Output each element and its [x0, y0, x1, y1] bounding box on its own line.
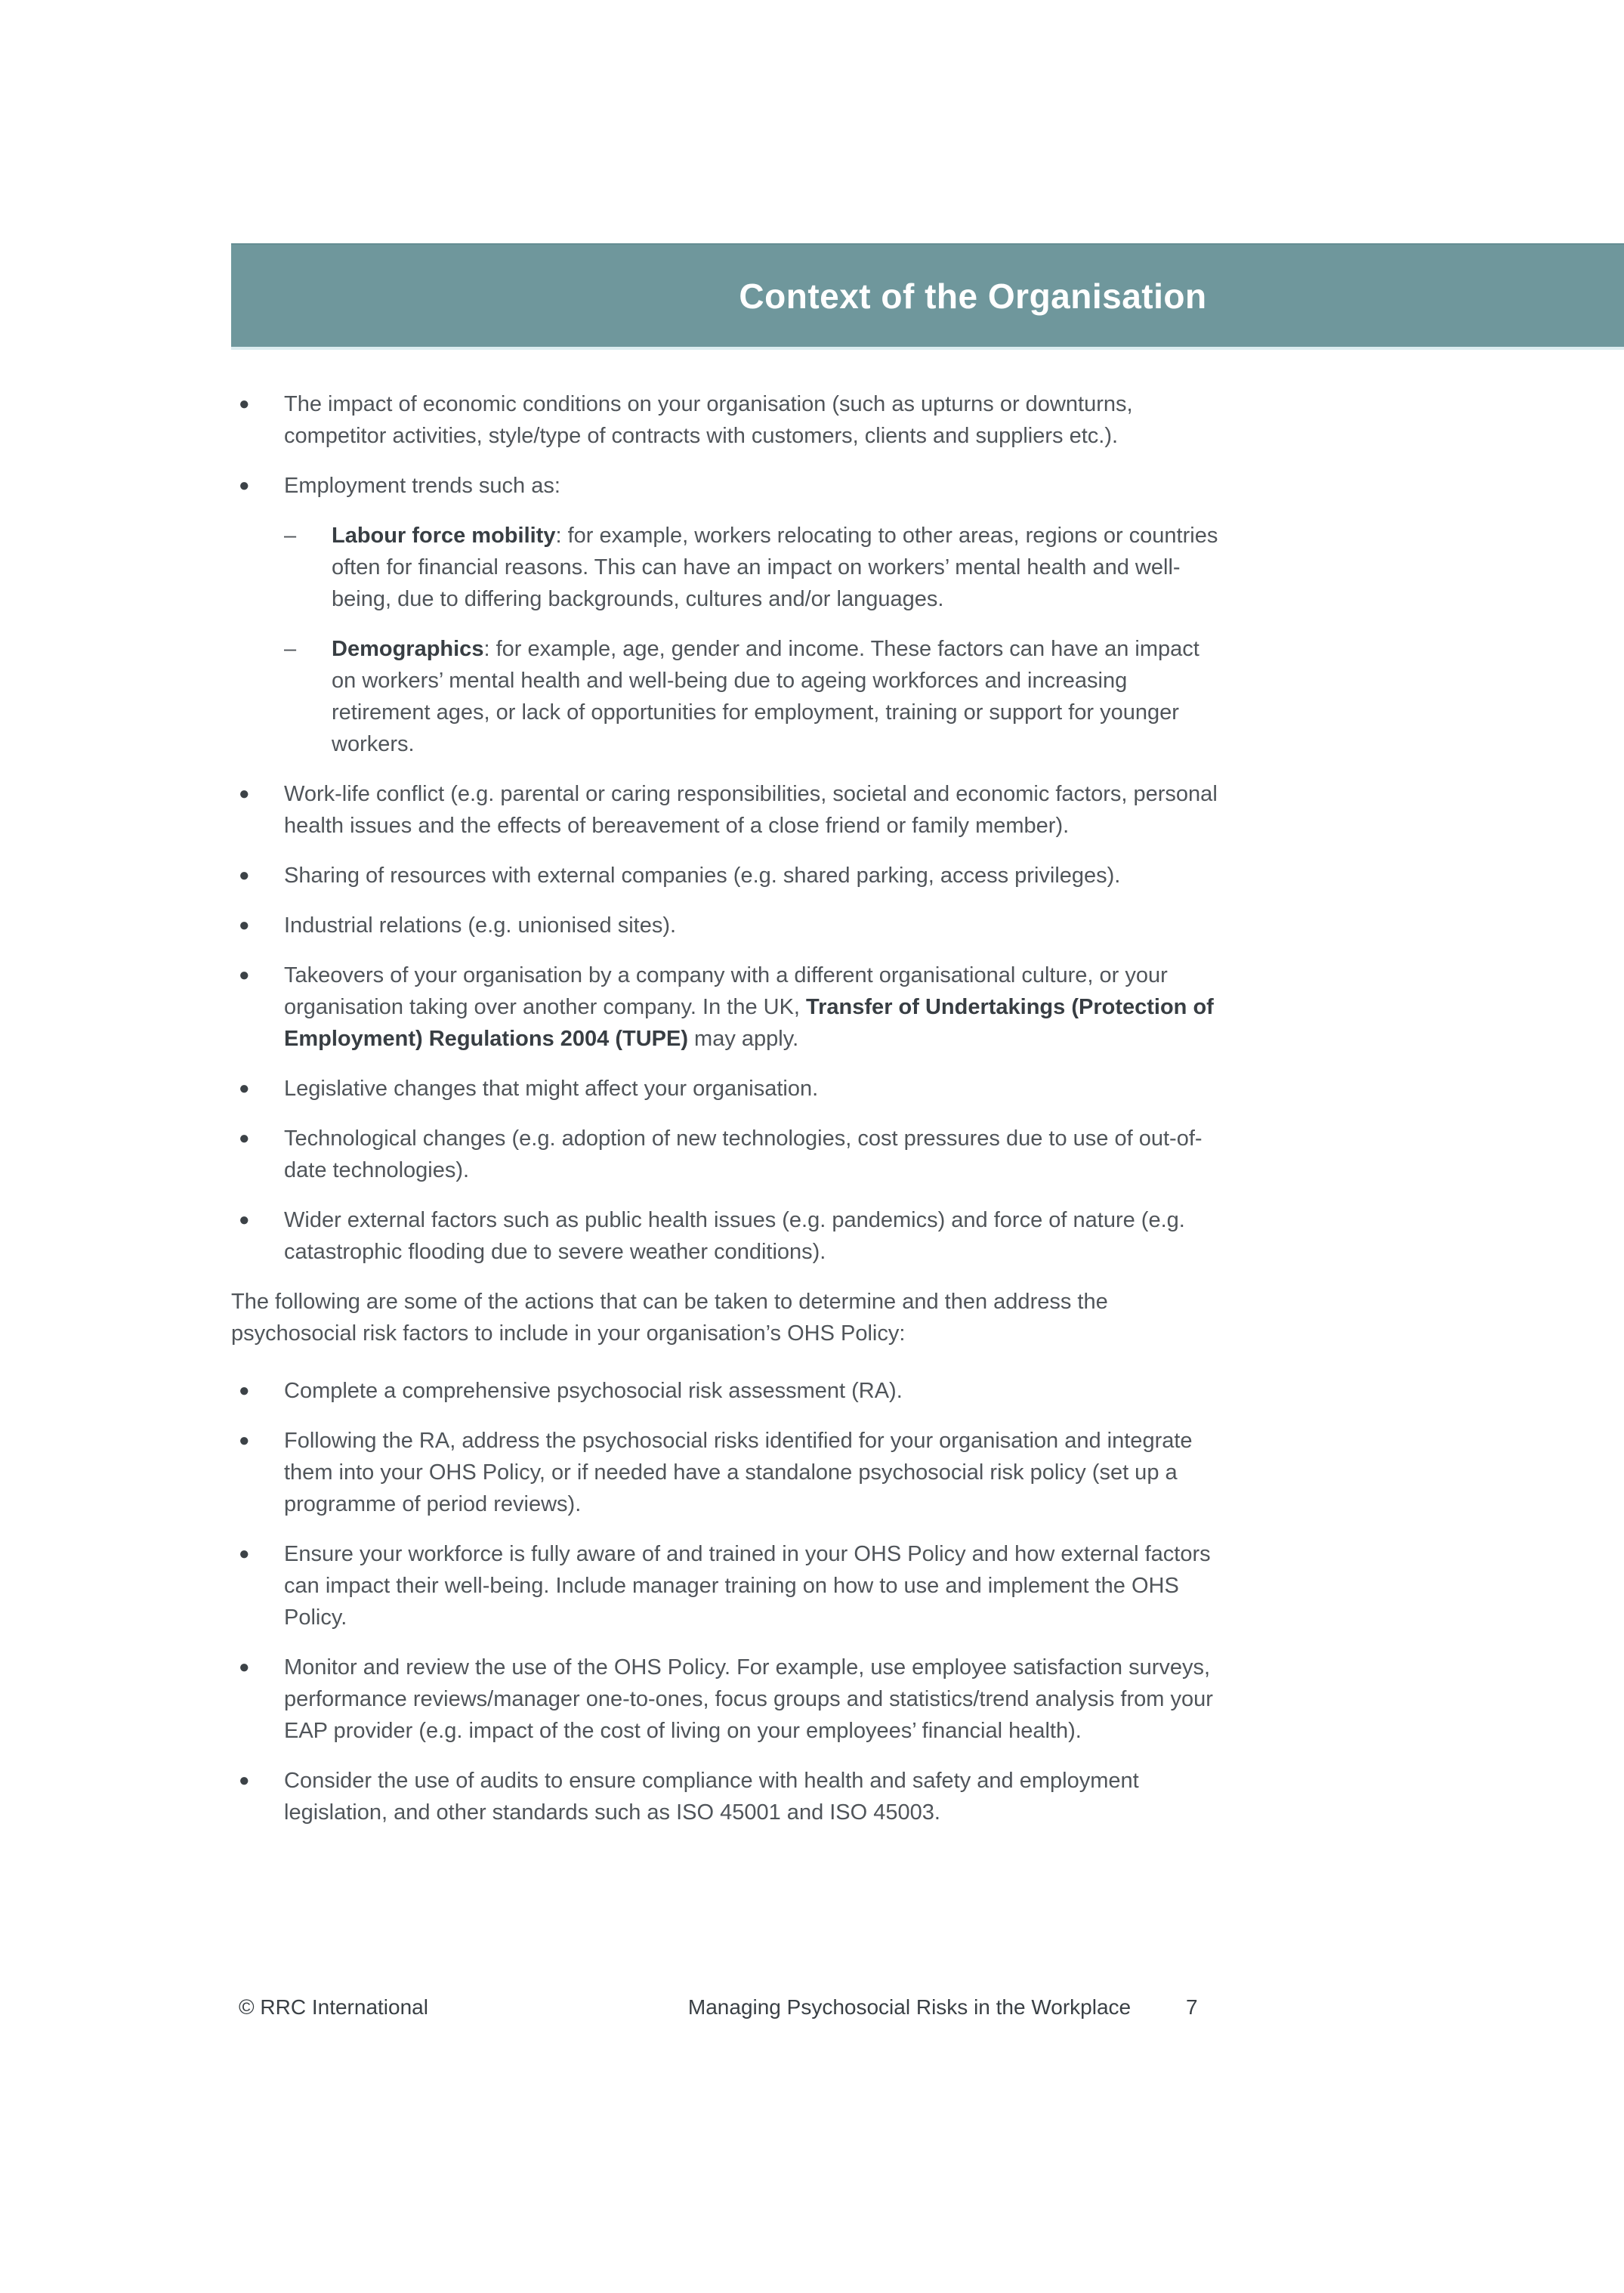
- list-item: [231, 1765, 1236, 1828]
- list-item: [231, 1073, 1236, 1105]
- list-item: [231, 960, 1236, 1055]
- sub-item-body: : for example, workers relocating to other areas, regions or countries often for financial reasons. This can have an impact on workers’ mental health and well-being, due to differing backgrounds, cultures and/or languages.: [332, 524, 1218, 611]
- list-item-body: Consider the use of audits to ensure compliance with health and safety and employment legislation, and other standards such as ISO 45001 and ISO 45003.: [284, 1769, 1139, 1825]
- tupe-regulation-name: Transfer of Undertakings (Protection of Employment) Regulations 2004 (TUPE): [284, 995, 1214, 1051]
- sub-list-item-text: [332, 520, 1221, 615]
- sub-list-item-text: [332, 633, 1221, 760]
- list-item: [231, 860, 1236, 892]
- bullet-icon: ●: [239, 475, 250, 496]
- page-footer: [0, 1995, 1624, 2026]
- sub-item-term: Labour force mobility: [332, 524, 556, 548]
- list-item-text: [284, 910, 1221, 941]
- section-header-banner: [231, 243, 1624, 350]
- list-item-body: Industrial relations (e.g. unionised sites).: [284, 913, 677, 938]
- bullet-icon: ●: [239, 1210, 250, 1230]
- footer-document-title: Managing Psychosocial Risks in the Workplace: [687, 1995, 1132, 2019]
- bullet-list-actions: [231, 1375, 1236, 1828]
- list-item-body: Ensure your workforce is fully aware of and trained in your OHS Policy and how external factors can impact their well-being. Include manager training on how to use and implement the OHS Policy.: [284, 1542, 1211, 1630]
- page-content: [231, 388, 1236, 1846]
- list-item-body: Legislative changes that might affect your organisation.: [284, 1077, 819, 1101]
- list-item-text: [284, 1123, 1221, 1186]
- list-item-text: [284, 388, 1221, 452]
- bullet-icon: ●: [239, 1128, 250, 1148]
- list-item: [231, 470, 1236, 502]
- list-item: [231, 1123, 1236, 1186]
- list-item-text: [284, 1538, 1221, 1633]
- bullet-icon: ●: [239, 915, 250, 935]
- list-item: [231, 778, 1236, 842]
- bullet-icon: ●: [239, 965, 250, 985]
- page-title: Context of the Organisation: [739, 276, 1207, 316]
- list-item-text: [284, 1765, 1221, 1828]
- bullet-icon: ●: [239, 1770, 250, 1791]
- list-item-body: Employment trends such as:: [284, 474, 560, 498]
- list-item-body: Complete a comprehensive psychosocial risk assessment (RA).: [284, 1379, 903, 1403]
- bullet-icon: ●: [239, 1657, 250, 1677]
- list-item-body: Wider external factors such as public health issues (e.g. pandemics) and force of nature (e.g. catastrophic flooding due to severe weather conditions).: [284, 1208, 1185, 1264]
- list-item: [231, 910, 1236, 941]
- list-item-text: [284, 1425, 1221, 1520]
- sub-item-body: : for example, age, gender and income. These factors can have an impact on workers’ mental health and well-being due to ageing workforces and increasing retirement ages, or lack of opportunities for employment, training or support for younger workers.: [332, 637, 1199, 756]
- dash-icon: –: [284, 637, 297, 661]
- list-item-text: [284, 778, 1221, 842]
- list-item-body: Work-life conflict (e.g. parental or caring responsibilities, societal and economic factors, personal health issues and the effects of bereavement of a close friend or family member).: [284, 782, 1218, 838]
- bullet-icon: ●: [239, 1078, 250, 1099]
- list-item-body: Sharing of resources with external companies (e.g. shared parking, access privileges).: [284, 864, 1121, 888]
- bullet-icon: ●: [239, 865, 250, 885]
- sub-list-item: [284, 520, 1236, 615]
- list-item: [231, 1425, 1236, 1520]
- bullet-icon: ●: [239, 1544, 250, 1564]
- footer-copyright: © RRC International: [239, 1995, 428, 2019]
- footer-page-number: 7: [1186, 1995, 1198, 2019]
- sub-list-item: [284, 633, 1236, 760]
- bullet-icon: ●: [239, 394, 250, 414]
- actions-intro-paragraph: The following are some of the actions that can be taken to determine and then address the psychosocial risk factors to include in your organisation’s OHS Policy:: [231, 1290, 1108, 1346]
- list-item-text: [284, 1073, 1221, 1105]
- list-item-body: may apply.: [688, 1027, 799, 1051]
- list-item: [231, 1652, 1236, 1747]
- list-item-text: [284, 1204, 1221, 1268]
- bullet-list-external-factors: [231, 388, 1236, 1268]
- list-item-text: [284, 470, 1221, 502]
- sub-item-term: Demographics: [332, 637, 484, 661]
- list-item-text: [284, 1652, 1221, 1747]
- list-item-body: The impact of economic conditions on your organisation (such as upturns or downturns, competitor activities, style/type of contracts with customers, clients and suppliers etc.).: [284, 392, 1133, 448]
- list-item-text: [284, 960, 1221, 1055]
- list-item-body: Following the RA, address the psychosocial risks identified for your organisation and integrate them into your OHS Policy, or if needed have a standalone psychosocial risk policy (set up a programme of period reviews).: [284, 1429, 1193, 1516]
- list-item-text: [284, 1375, 1221, 1407]
- bullet-icon: ●: [239, 1430, 250, 1451]
- list-item: [231, 388, 1236, 452]
- bullet-icon: ●: [239, 1380, 250, 1401]
- list-item-body: Takeovers of your organisation by a company with a different organisational culture, or your organisation taking over another company. In the UK,: [284, 963, 1168, 1019]
- list-item-body: Monitor and review the use of the OHS Policy. For example, use employee satisfaction surveys, performance reviews/manager one-to-ones, focus groups and statistics/trend analysis from your EAP provider (e.g. impact of the cost of living on your employees’ financial health).: [284, 1655, 1213, 1743]
- list-item: [231, 1204, 1236, 1268]
- list-item-text: [284, 860, 1221, 892]
- bullet-icon: ●: [239, 783, 250, 804]
- dash-icon: –: [284, 524, 297, 548]
- list-item-body: Technological changes (e.g. adoption of new technologies, cost pressures due to use of out-of-date technologies).: [284, 1126, 1203, 1182]
- list-item: [231, 1538, 1236, 1633]
- list-item: [231, 1375, 1236, 1407]
